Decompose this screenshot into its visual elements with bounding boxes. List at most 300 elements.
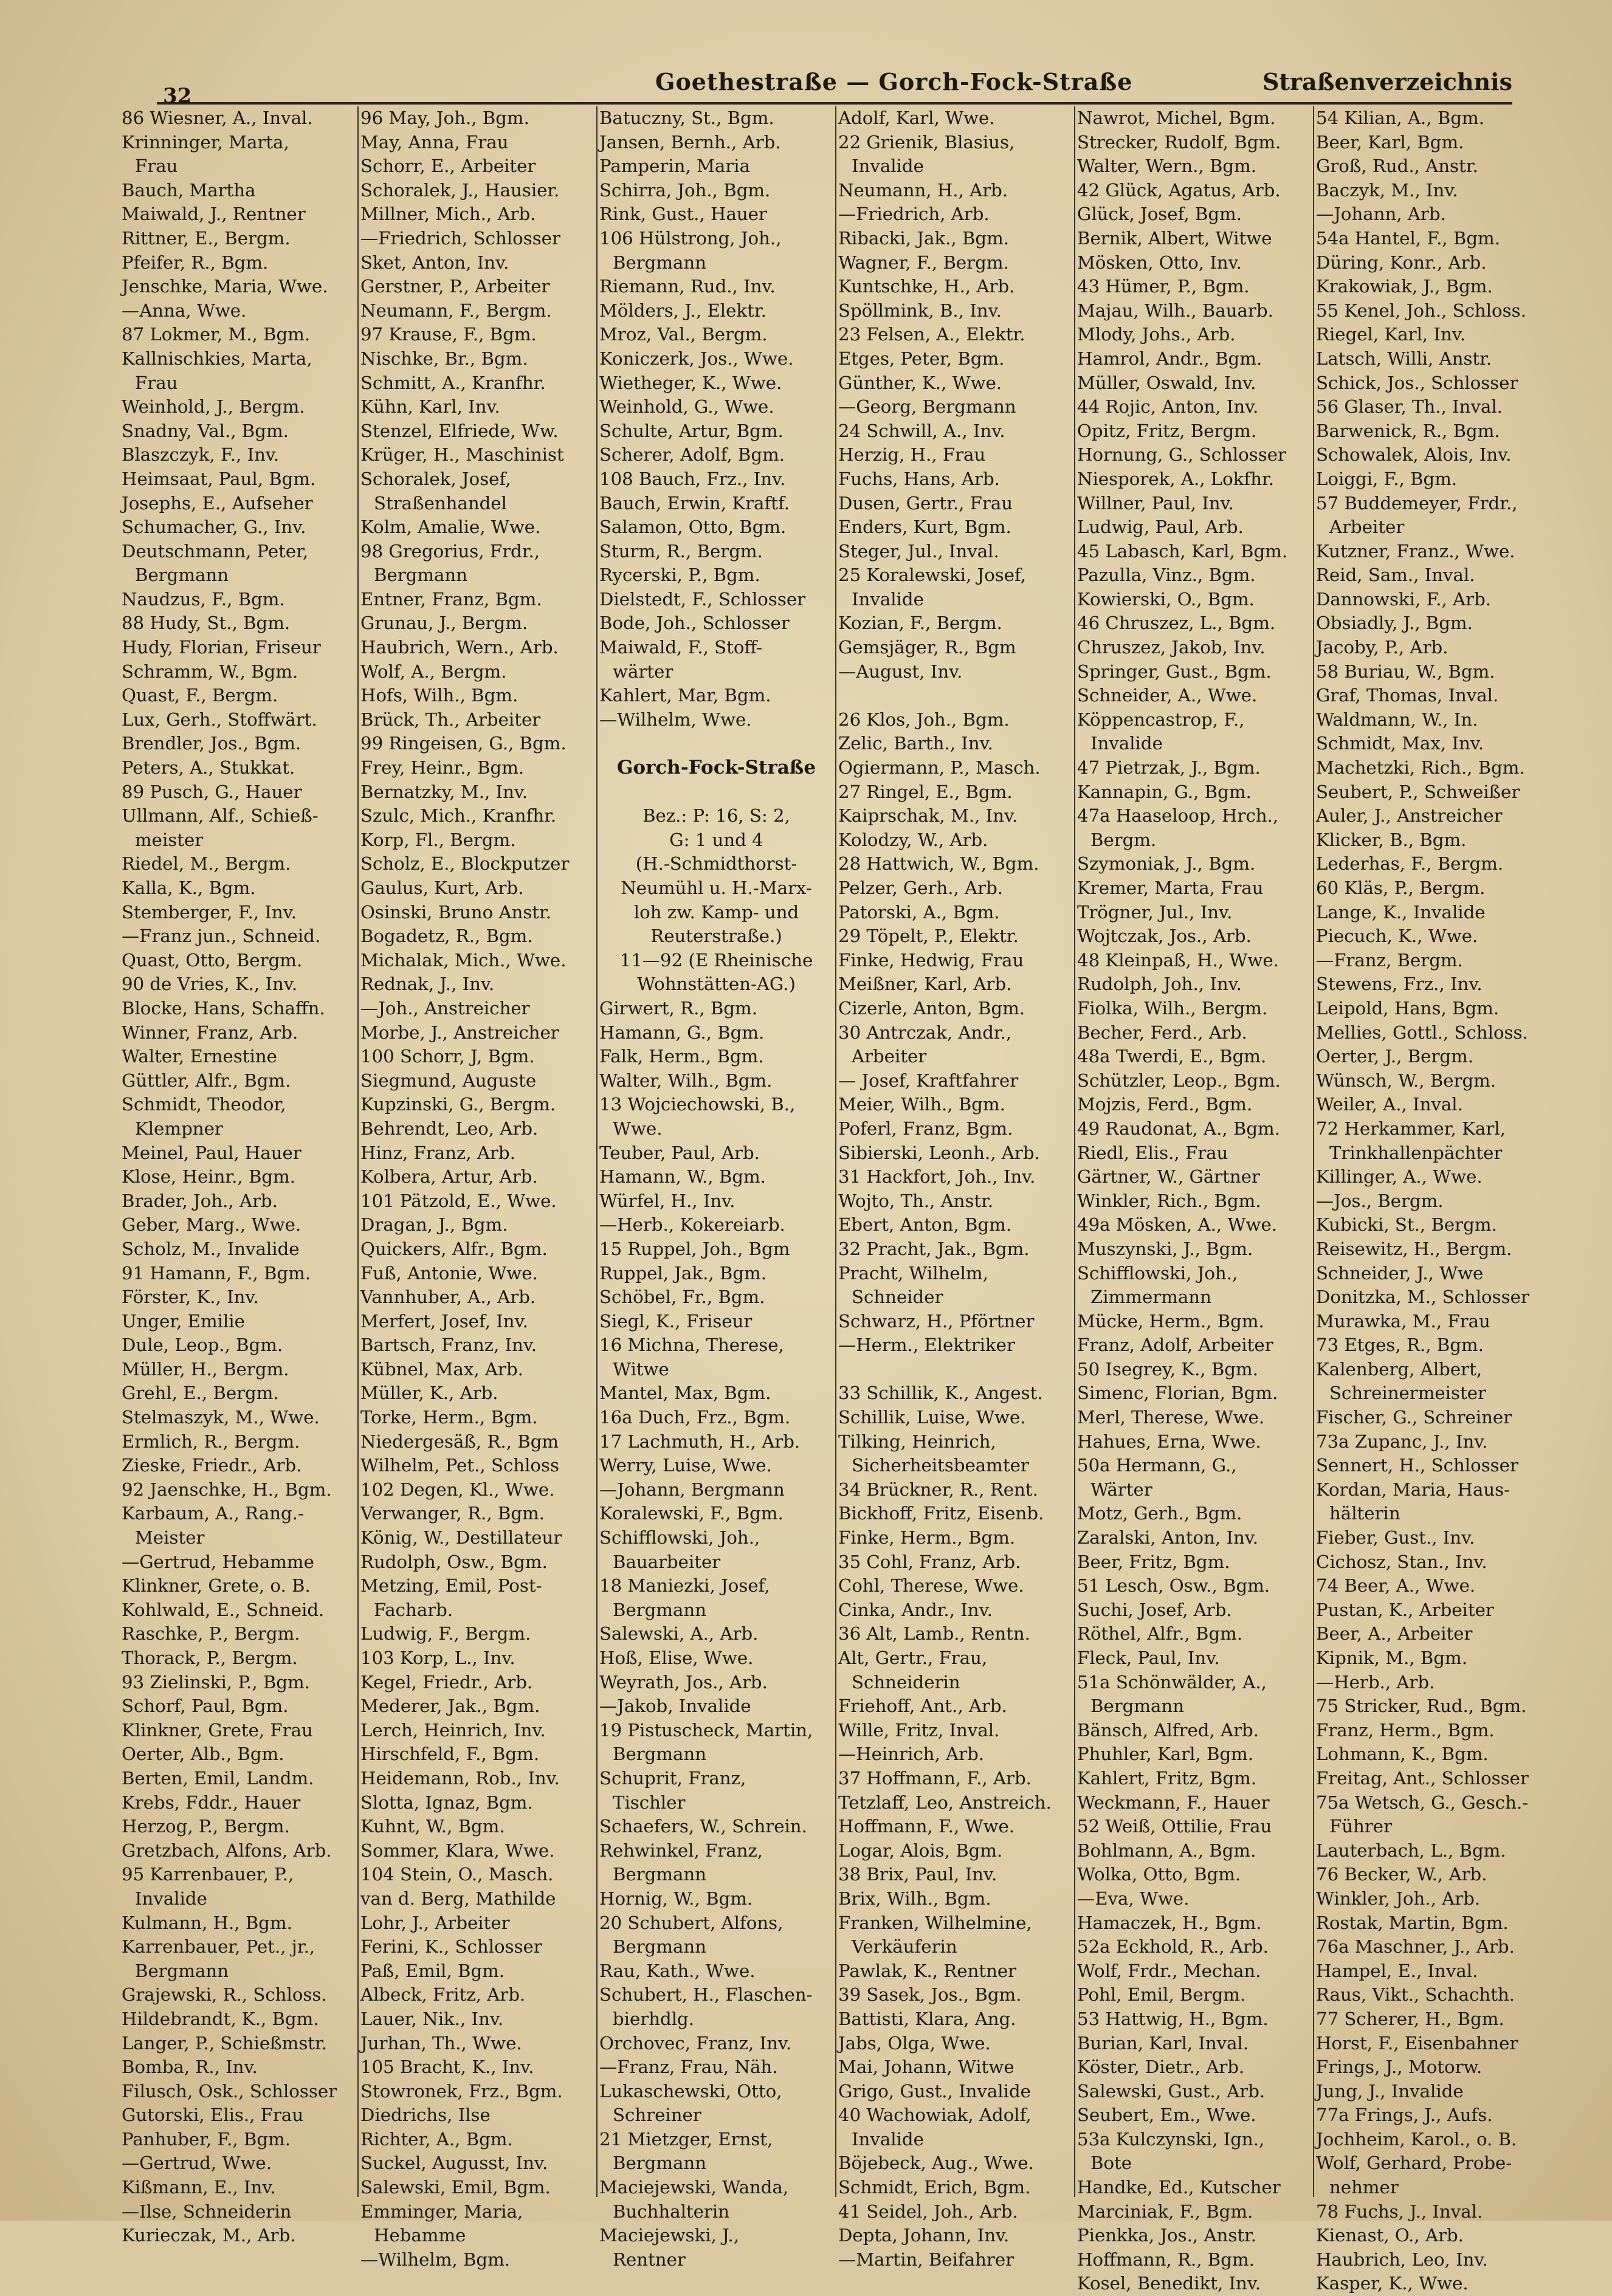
directory-entry: Mücke, Herm., Bgm. xyxy=(1077,1310,1264,1332)
directory-entry: Kremer, Marta, Frau xyxy=(1077,878,1264,898)
directory-entry: —Franz, Frau, Näh. xyxy=(599,2057,778,2078)
directory-entry: —Johann, Arb. xyxy=(1316,204,1446,225)
directory-entry: Führer xyxy=(1329,1816,1393,1837)
directory-entry: 34 Brückner, R., Rent. xyxy=(838,1479,1038,1500)
directory-entry: Obsiadly, J., Bgm. xyxy=(1316,613,1473,634)
directory-entry: 73a Zupanc, J., Inv. xyxy=(1316,1431,1488,1452)
directory-entry: Pelzer, Gerh., Arb. xyxy=(838,878,1004,898)
directory-entry: 74 Beer, A., Wwe. xyxy=(1316,1575,1476,1597)
directory-entry: Maiwald, F., Stoff- xyxy=(599,637,762,658)
directory-entry: Bergmann xyxy=(613,252,707,273)
directory-entry: Kurieczak, M., Arb. xyxy=(122,2225,296,2246)
directory-entry: Lohmann, K., Bgm. xyxy=(1316,1744,1489,1765)
directory-entry: Pfeifer, R., Bgm. xyxy=(122,252,269,273)
directory-entry: 22 Grienik, Blasius, xyxy=(838,131,1015,153)
directory-entry: Grehl, E., Bergm. xyxy=(122,1383,279,1404)
directory-entry: 17 Lachmuth, H., Arb. xyxy=(599,1431,801,1452)
directory-entry: —Jakob, Invalide xyxy=(599,1696,751,1717)
directory-entry: Nischke, Br., Bgm. xyxy=(360,348,528,369)
directory-entry: Schramm, W., Bgm. xyxy=(122,661,298,682)
directory-entry: Siegl, K., Friseur xyxy=(599,1310,753,1332)
directory-entry: 27 Ringel, E., Bgm. xyxy=(838,781,1013,802)
directory-entry: Motz, Gerh., Bgm. xyxy=(1077,1503,1242,1524)
directory-entry: Karbaum, A., Rang.- xyxy=(122,1503,304,1524)
directory-entry: 103 Korp, L., Inv. xyxy=(360,1648,515,1668)
directory-entry: 50a Hermann, G., xyxy=(1077,1455,1237,1476)
directory-entry: 108 Bauch, Frz., Inv. xyxy=(599,468,786,489)
directory-entry: Hamann, W., Bgm. xyxy=(599,1166,766,1188)
directory-entry: Graf, Thomas, Inval. xyxy=(1316,685,1499,706)
header-section-label: Straßenverzeichnis xyxy=(1262,68,1512,95)
column-divider xyxy=(596,106,598,2197)
directory-entry: Rudolph, Osw., Bgm. xyxy=(360,1551,548,1572)
directory-entry: 75 Stricker, Rud., Bgm. xyxy=(1316,1696,1527,1717)
directory-entry: —Ilse, Schneiderin xyxy=(122,2201,292,2222)
directory-entry: Frings, J., Motorw. xyxy=(1316,2057,1483,2078)
directory-entry: —Herb., Kokereiarb. xyxy=(599,1214,785,1236)
directory-entry: Zieske, Friedr., Arb. xyxy=(122,1455,302,1476)
directory-entry: Wilhelm, Pet., Schloss xyxy=(360,1455,559,1476)
directory-entry: 25 Koralewski, Josef, xyxy=(838,565,1027,586)
directory-entry: Josephs, E., Aufseher xyxy=(122,492,313,514)
directory-entry: 106 Hülstrong, Joh., xyxy=(599,227,782,249)
directory-entry: hälterin xyxy=(1329,1503,1400,1524)
directory-entry: Batuczny, St., Bgm. xyxy=(599,108,774,128)
directory-entry: Röthel, Alfr., Bgm. xyxy=(1077,1623,1243,1645)
blank-line xyxy=(838,1358,1072,1382)
directory-entry: Reuterstraße.) xyxy=(650,926,782,947)
directory-entry: Stelmaszyk, M., Wwe. xyxy=(122,1407,320,1428)
directory-entry: 101 Pätzold, E., Wwe. xyxy=(360,1190,557,1211)
directory-entry: Düring, Konr., Arb. xyxy=(1316,252,1487,273)
directory-entry: Schuprit, Franz, xyxy=(599,1767,746,1789)
directory-entry: Frau xyxy=(135,156,178,177)
directory-entry: Waldmann, W., In. xyxy=(1316,709,1478,730)
directory-entry: Pawlak, K., Rentner xyxy=(838,1960,1017,1981)
directory-entry: Entner, Franz, Bgm. xyxy=(360,588,542,610)
directory-entry: 48 Kleinpaß, H., Wwe. xyxy=(1077,949,1279,971)
directory-entry: Walter, Ernestine xyxy=(122,1046,277,1067)
directory-entry: Wolf, Gerhard, Probe- xyxy=(1316,2153,1512,2174)
directory-entry: Mlody, Johs., Arb. xyxy=(1077,324,1236,345)
directory-entry: Brix, Wilh., Bgm. xyxy=(838,1888,991,1909)
directory-entry: Weyrath, Jos., Arb. xyxy=(599,1671,768,1693)
blank-line xyxy=(838,684,1072,708)
directory-entry: Riedel, M., Bergm. xyxy=(122,853,291,875)
directory-entry: Ullmann, Alf., Schieß- xyxy=(122,805,319,827)
directory-entry: Winkler, Joh., Arb. xyxy=(1316,1888,1481,1909)
directory-entry: Steger, Jul., Inval. xyxy=(838,540,999,562)
directory-entry: Fleck, Paul, Inv. xyxy=(1077,1648,1220,1668)
directory-entry: bierhdlg. xyxy=(613,2008,695,2029)
directory-entry: Quickers, Alfr., Bgm. xyxy=(360,1238,548,1259)
directory-entry: Riemann, Rud., Inv. xyxy=(599,276,776,297)
directory-entry: Murawka, M., Frau xyxy=(1316,1310,1490,1332)
directory-entry: Schoralek, J., Hausier. xyxy=(360,179,560,201)
directory-entry: Mösken, Otto, Inv. xyxy=(1077,252,1242,273)
directory-entry: Bohlmann, A., Bgm. xyxy=(1077,1840,1256,1861)
directory-entry: Franken, Wilhelmine, xyxy=(838,1912,1032,1933)
directory-entry: 96 May, Joh., Bgm. xyxy=(360,108,529,128)
directory-entry: König, W., Destillateur xyxy=(360,1527,562,1548)
directory-entry: Bickhoff, Fritz, Eisenb. xyxy=(838,1503,1044,1524)
directory-entry: Krinninger, Marta, xyxy=(122,131,289,153)
directory-entry: Wünsch, W., Bergm. xyxy=(1316,1070,1497,1091)
directory-entry: —Gertrud, Hebamme xyxy=(122,1551,314,1572)
directory-entry: Meier, Wilh., Bgm. xyxy=(838,1094,1005,1115)
directory-entry: Adolf, Karl, Wwe. xyxy=(838,108,995,128)
directory-entry: Schneider, A., Wwe. xyxy=(1077,685,1258,706)
directory-entry: Salewski, Emil, Bgm. xyxy=(360,2177,551,2198)
directory-entry: Kulmann, H., Bgm. xyxy=(122,1912,292,1933)
directory-entry: van d. Berg, Mathilde xyxy=(360,1888,556,1909)
directory-entry: —Franz, Bergm. xyxy=(1316,949,1463,971)
directory-entry: —Wilhelm, Bgm. xyxy=(360,2249,511,2270)
directory-entry: Verwanger, R., Bgm. xyxy=(360,1503,545,1524)
directory-entry: Wolf, A., Bergm. xyxy=(360,661,507,682)
directory-entry: Zimmermann xyxy=(1090,1287,1211,1308)
directory-entry: Rostak, Martin, Bgm. xyxy=(1316,1912,1509,1933)
directory-entry: Emminger, Maria, xyxy=(360,2201,523,2222)
directory-entry: 36 Alt, Lamb., Rentn. xyxy=(838,1623,1030,1645)
blank-line xyxy=(599,780,833,805)
directory-entry: Kolodzy, W., Arb. xyxy=(838,829,988,850)
directory-entry: 99 Ringeisen, G., Bgm. xyxy=(360,733,567,754)
directory-entry: —Eva, Wwe. xyxy=(1077,1888,1190,1909)
directory-entry: Weiler, A., Inval. xyxy=(1316,1094,1463,1115)
directory-entry: Kuntschke, H., Arb. xyxy=(838,276,1015,297)
directory-entry: Mederer, Jak., Bgm. xyxy=(360,1696,540,1717)
directory-entry: Böjebeck, Aug., Wwe. xyxy=(838,2153,1034,2174)
directory-entry: Phuhler, Karl, Bgm. xyxy=(1077,1744,1254,1765)
directory-entry: Meister xyxy=(135,1527,205,1548)
directory-entry: Girwert, R., Bgm. xyxy=(599,997,757,1019)
directory-entry: Seubert, Em., Wwe. xyxy=(1077,2105,1256,2126)
directory-entry: Salewski, A., Arb. xyxy=(599,1623,759,1645)
directory-entry: 52a Eckhold, R., Arb. xyxy=(1077,1936,1269,1957)
directory-entry: Lohr, J., Arbeiter xyxy=(360,1912,510,1933)
directory-entry: Kalenberg, Albert, xyxy=(1316,1358,1483,1380)
directory-entry: 54 Kilian, A., Bgm. xyxy=(1316,108,1484,128)
directory-entry: —Herb., Arb. xyxy=(1316,1671,1435,1693)
directory-entry: Jabs, Olga, Wwe. xyxy=(838,2032,991,2054)
directory-entry: Lange, K., Invalide xyxy=(1316,901,1486,923)
directory-entry: Handke, Ed., Kutscher xyxy=(1077,2177,1281,2198)
directory-entry: Blocke, Hans, Schaffn. xyxy=(122,997,325,1019)
column-divider xyxy=(1313,106,1314,2197)
directory-entry: Diedrichs, Ilse xyxy=(360,2105,491,2126)
directory-entry: Bez.: P: 16, S: 2, xyxy=(642,805,790,827)
directory-entry: Bergmann xyxy=(374,565,468,586)
directory-entry: Hinz, Franz, Arb. xyxy=(360,1142,515,1163)
directory-entry: (H.-Schmidthorst- xyxy=(635,853,797,875)
directory-entry: 87 Lokmer, M., Bgm. xyxy=(122,324,311,345)
directory-entry: 50 Isegrey, K., Bgm. xyxy=(1077,1358,1259,1380)
directory-entry: Fischer, G., Schreiner xyxy=(1316,1407,1512,1428)
directory-entry: Bauarbeiter xyxy=(613,1551,721,1572)
directory-entry: 48a Twerdi, E., Bgm. xyxy=(1077,1046,1267,1067)
directory-entry: Invalide xyxy=(135,1888,207,1909)
directory-entry: Unger, Emilie xyxy=(122,1310,245,1332)
directory-entry: Groß, Rud., Anstr. xyxy=(1316,156,1478,177)
directory-entry: 95 Karrenbauer, P., xyxy=(122,1864,294,1885)
directory-entry: Jenschke, Maria, Wwe. xyxy=(122,276,328,297)
directory-entry: Schorf, Paul, Bgm. xyxy=(122,1696,289,1717)
directory-entry: Tetzlaff, Leo, Anstreich. xyxy=(838,1792,1052,1813)
directory-entry: Gaulus, Kurt, Arb. xyxy=(360,878,524,898)
directory-entry: 93 Zielinski, P., Bgm. xyxy=(122,1671,310,1693)
directory-entry: Scholz, E., Blockputzer xyxy=(360,853,570,875)
directory-entry: Salewski, Gust., Arb. xyxy=(1077,2080,1266,2102)
directory-entry: 46 Chruszez, L., Bgm. xyxy=(1077,613,1276,634)
directory-entry: Dannowski, F., Arb. xyxy=(1316,588,1492,610)
column-6 xyxy=(1316,106,1550,2294)
directory-entry: 78 Fuchs, J., Inval. xyxy=(1316,2201,1483,2222)
directory-entry: 16 Michna, Therese, xyxy=(599,1335,784,1356)
directory-entry: Bergmann xyxy=(613,1864,707,1885)
directory-entry: —August, Inv. xyxy=(838,661,963,682)
directory-entry: Orchovec, Franz, Inv. xyxy=(599,2032,792,2054)
directory-entry: Morbe, J., Anstreicher xyxy=(360,1022,559,1043)
directory-entry: Weinhold, J., Bergm. xyxy=(122,396,305,418)
directory-entry: Kißmann, E., Inv. xyxy=(122,2177,276,2198)
directory-entry: Geber, Marg., Wwe. xyxy=(122,1214,301,1236)
directory-entry: —Martin, Beifahrer xyxy=(838,2249,1014,2270)
directory-entry: Bergmann xyxy=(613,1936,707,1957)
directory-entry: Bergmann xyxy=(613,1744,707,1765)
directory-entry: —Wilhelm, Wwe. xyxy=(599,709,752,730)
directory-entry: Hoffmann, R., Bgm. xyxy=(1077,2249,1255,2270)
directory-entry: Dusen, Gertr., Frau xyxy=(838,492,1013,514)
directory-entry: Behrendt, Leo, Arb. xyxy=(360,1118,539,1139)
directory-entry: Baczyk, M., Inv. xyxy=(1316,179,1458,201)
directory-entry: 54a Hantel, F., Bgm. xyxy=(1316,227,1500,249)
directory-entry: Sibierski, Leonh., Arb. xyxy=(838,1142,1040,1163)
directory-entry: Killinger, A., Wwe. xyxy=(1316,1166,1483,1188)
directory-entry: Straßenhandel xyxy=(374,492,507,514)
directory-entry: Hamaczek, H., Bgm. xyxy=(1077,1912,1262,1933)
directory-entry: Wolka, Otto, Bgm. xyxy=(1077,1864,1241,1885)
directory-entry: Müller, Oswald, Inv. xyxy=(1077,372,1256,393)
directory-entry: 45 Labasch, Karl, Bgm. xyxy=(1077,540,1288,562)
directory-entry: Scherer, Adolf, Bgm. xyxy=(599,444,785,466)
directory-entry: Bauch, Erwin, Kraftf. xyxy=(599,492,790,514)
directory-entry: Walter, Wilh., Bgm. xyxy=(599,1070,773,1091)
directory-entry: Schowalek, Alois, Inv. xyxy=(1316,444,1512,466)
directory-entry: Friehoff, Ant., Arb. xyxy=(838,1696,1007,1717)
directory-entry: Stenzel, Elfriede, Ww. xyxy=(360,420,559,441)
column-5 xyxy=(1077,106,1311,2294)
directory-entry: —Georg, Bergmann xyxy=(838,396,1016,418)
directory-entry: 31 Hackfort, Joh., Inv. xyxy=(838,1166,1036,1188)
directory-entry: Donitzka, M., Schlosser xyxy=(1316,1287,1529,1308)
directory-entry: 24 Schwill, A., Inv. xyxy=(838,420,1005,441)
column-4 xyxy=(838,106,1072,2270)
directory-entry: Bauch, Martha xyxy=(122,179,256,201)
directory-entry: 89 Pusch, G., Hauer xyxy=(122,781,302,802)
directory-entry: 29 Töpelt, P., Elektr. xyxy=(838,926,1019,947)
directory-entry: —Jos., Bergm. xyxy=(1316,1190,1444,1211)
column-3 xyxy=(599,106,833,2270)
directory-entry: 13 Wojciechowski, B., xyxy=(599,1094,796,1115)
directory-entry: Alt, Gertr., Frau, xyxy=(838,1648,988,1668)
directory-entry: Riegel, Karl, Inv. xyxy=(1316,324,1466,345)
directory-entry: Stewens, Frz., Inv. xyxy=(1316,974,1483,995)
directory-entry: Werry, Luise, Wwe. xyxy=(599,1455,772,1476)
directory-entry: Tilking, Heinrich, xyxy=(838,1431,996,1452)
directory-entry: Haubrich, Leo, Inv. xyxy=(1316,2249,1488,2270)
directory-entry: Wojtczak, Jos., Arb. xyxy=(1077,926,1252,947)
directory-entry: Loiggi, F., Bgm. xyxy=(1316,468,1458,489)
directory-entry: Jacoby, P., Arb. xyxy=(1316,637,1448,658)
directory-entry: Witwe xyxy=(613,1358,669,1380)
directory-entry: 51 Lesch, Osw., Bgm. xyxy=(1077,1575,1270,1597)
directory-entry: Dragan, J., Bgm. xyxy=(360,1214,508,1236)
directory-entry: Thorack, P., Bergm. xyxy=(122,1648,298,1668)
directory-entry: 100 Schorr, J, Bgm. xyxy=(360,1046,535,1067)
directory-entry: 11—92 (E Rheinische xyxy=(619,949,813,971)
directory-entry: Kallnischkies, Marta, xyxy=(122,348,312,369)
directory-entry: wärter xyxy=(613,661,673,682)
directory-entry: Scholz, M., Invalide xyxy=(122,1238,300,1259)
directory-entry: Tischler xyxy=(613,1792,686,1813)
directory-entry: —Friedrich, Schlosser xyxy=(360,227,560,249)
directory-entry: Invalide xyxy=(1090,733,1163,754)
directory-entry: Hornig, W., Bgm. xyxy=(599,1888,753,1909)
directory-entry: Kübnel, Max, Arb. xyxy=(360,1358,523,1380)
directory-entry: Filusch, Osk., Schlosser xyxy=(122,2080,337,2102)
directory-entry: Ferini, K., Schlosser xyxy=(360,1936,542,1957)
directory-entry: Pustan, K., Arbeiter xyxy=(1316,1599,1494,1620)
directory-entry: 16a Duch, Frz., Bgm. xyxy=(599,1407,791,1428)
directory-entry: —Heinrich, Arb. xyxy=(838,1744,985,1765)
directory-entry: Gärtner, W., Gärtner xyxy=(1077,1166,1260,1188)
directory-entry: Hoffmann, F., Wwe. xyxy=(838,1816,1015,1837)
directory-entry: Invalide xyxy=(852,588,924,610)
directory-entry: Krüger, H., Maschinist xyxy=(360,444,564,466)
directory-entry: Schorr, E., Arbeiter xyxy=(360,156,536,177)
directory-entry: —Joh., Anstreicher xyxy=(360,997,530,1019)
directory-entry: 97 Krause, F., Bgm. xyxy=(360,324,537,345)
directory-entry: Verkäuferin xyxy=(852,1936,957,1957)
directory-entry: 91 Hamann, F., Bgm. xyxy=(122,1262,311,1284)
directory-entry: Suchi, Josef, Arb. xyxy=(1077,1599,1232,1620)
directory-entry: Schreiner xyxy=(613,2105,701,2126)
directory-entry: Niesporek, A., Lokfhr. xyxy=(1077,468,1275,489)
directory-entry: Dule, Leop., Bgm. xyxy=(122,1335,283,1356)
directory-entry: —Friedrich, Arb. xyxy=(838,204,990,225)
directory-entry: Grigo, Gust., Invalide xyxy=(838,2080,1031,2102)
directory-entry: Freitag, Ant., Schlosser xyxy=(1316,1767,1529,1789)
directory-entry: Kasper, K., Wwe. xyxy=(1316,2273,1469,2294)
directory-entry: Bergmann xyxy=(613,1599,707,1620)
directory-entry: Klinkner, Grete, Frau xyxy=(122,1719,313,1741)
directory-entry: Sennert, H., Schlosser xyxy=(1316,1455,1518,1476)
directory-entry: Bernik, Albert, Witwe xyxy=(1077,227,1272,249)
directory-entry: Köppencastrop, F., xyxy=(1077,709,1245,730)
directory-entry: Heimsaat, Paul, Bgm. xyxy=(122,468,316,489)
directory-entry: Metzing, Emil, Post- xyxy=(360,1575,542,1597)
directory-entry: Meinel, Paul, Hauer xyxy=(122,1142,301,1163)
directory-entry: Grajewski, R., Schloss. xyxy=(122,1984,327,2006)
directory-entry: Hildebrandt, K., Bgm. xyxy=(122,2008,319,2029)
directory-entry: Invalide xyxy=(852,156,924,177)
column-divider xyxy=(1074,106,1075,2197)
directory-entry: Sommer, Klara, Wwe. xyxy=(360,1840,555,1861)
directory-entry: Richter, A., Bgm. xyxy=(360,2128,513,2150)
directory-entry: Wille, Fritz, Inval. xyxy=(838,1719,1000,1741)
directory-entry: Bergmann xyxy=(1090,1696,1185,1717)
directory-entry: Karrenbauer, Pet., jr., xyxy=(122,1936,315,1957)
directory-entry: Müller, H., Bergm. xyxy=(122,1358,289,1380)
directory-entry: Beer, A., Arbeiter xyxy=(1316,1623,1473,1645)
directory-entry: Lauterbach, L., Bgm. xyxy=(1316,1840,1506,1861)
directory-entry: Hudy, Florian, Friseur xyxy=(122,637,321,658)
directory-entry: Blaszczyk, F., Inv. xyxy=(122,444,280,466)
directory-entry: Schumacher, G., Inv. xyxy=(122,517,306,538)
directory-entry: Berten, Emil, Landm. xyxy=(122,1767,314,1789)
directory-entry: Kühn, Karl, Inv. xyxy=(360,396,500,418)
directory-entry: Snadny, Val., Bgm. xyxy=(122,420,289,441)
directory-entry: meister xyxy=(135,829,204,850)
directory-entry: Invalide xyxy=(852,2128,924,2150)
directory-entry: Korp, Fl., Bergm. xyxy=(360,829,516,850)
directory-entry: Lederhas, F., Bergm. xyxy=(1316,853,1504,875)
directory-entry: Meißner, Karl, Arb. xyxy=(838,974,1012,995)
directory-entry: Raus, Vikt., Schachth. xyxy=(1316,1984,1515,2006)
directory-entry: Grunau, J., Bergm. xyxy=(360,613,528,634)
directory-entry: Mantel, Max, Bgm. xyxy=(599,1383,771,1404)
directory-entry: Bode, Joh., Schlosser xyxy=(599,613,790,634)
directory-entry: Mölders, J., Elektr. xyxy=(599,300,766,321)
directory-entry: 49a Mösken, A., Wwe. xyxy=(1077,1214,1278,1236)
directory-entry: Enders, Kurt, Bgm. xyxy=(838,517,1011,538)
directory-entry: Stowronek, Frz., Bgm. xyxy=(360,2080,563,2102)
directory-entry: Pohl, Emil, Bergm. xyxy=(1077,1984,1246,2006)
directory-entry: Salamon, Otto, Bgm. xyxy=(599,517,787,538)
directory-entry: Rau, Kath., Wwe. xyxy=(599,1960,756,1981)
directory-entry: Arbeiter xyxy=(852,1046,927,1067)
directory-entry: 92 Jaenschke, H., Bgm. xyxy=(122,1479,332,1500)
directory-entry: Schreinermeister xyxy=(1329,1383,1486,1404)
directory-entry: 77a Frings, J., Aufs. xyxy=(1316,2105,1493,2126)
directory-entry: 76 Becker, W., Arb. xyxy=(1316,1864,1487,1885)
directory-entry: 41 Seidel, Joh., Arb. xyxy=(838,2201,1018,2222)
directory-entry: —Johann, Bergmann xyxy=(599,1479,785,1500)
directory-entry: Springer, Gust., Bgm. xyxy=(1077,661,1272,682)
directory-entry: Hamann, G., Bgm. xyxy=(599,1022,765,1043)
directory-entry: 53a Kulczynski, Ign., xyxy=(1077,2128,1265,2150)
directory-entry: Jung, J., Invalide xyxy=(1316,2080,1464,2102)
directory-entry: 49 Raudonat, A., Bgm. xyxy=(1077,1118,1281,1139)
directory-entry: Osinski, Bruno Anstr. xyxy=(360,901,552,923)
directory-entry: Machetzki, Rich., Bgm. xyxy=(1316,757,1525,779)
directory-entry: Fuchs, Hans, Arb. xyxy=(838,468,1000,489)
directory-entry: Schneider, J., Wwe xyxy=(1316,1262,1484,1284)
directory-entry: 37 Hoffmann, F., Arb. xyxy=(838,1767,1032,1789)
directory-entry: Kutzner, Franz., Wwe. xyxy=(1316,540,1515,562)
directory-entry: Müller, K., Arb. xyxy=(360,1383,498,1404)
directory-entry: Kahlert, Fritz, Bgm. xyxy=(1077,1767,1257,1789)
directory-entry: Bartsch, Franz, Inv. xyxy=(360,1335,537,1356)
directory-entry: Ludwig, F., Bergm. xyxy=(360,1623,531,1645)
directory-entry: Millner, Mich., Arb. xyxy=(360,204,536,225)
directory-entry: Maiwald, J., Rentner xyxy=(122,204,306,225)
directory-entry: Schützler, Leop., Bgm. xyxy=(1077,1070,1281,1091)
directory-entry: Franz, Herm., Bgm. xyxy=(1316,1719,1495,1741)
directory-entry: Koralewski, F., Bgm. xyxy=(599,1503,784,1524)
directory-entry: Rehwinkel, Franz, xyxy=(599,1840,763,1861)
